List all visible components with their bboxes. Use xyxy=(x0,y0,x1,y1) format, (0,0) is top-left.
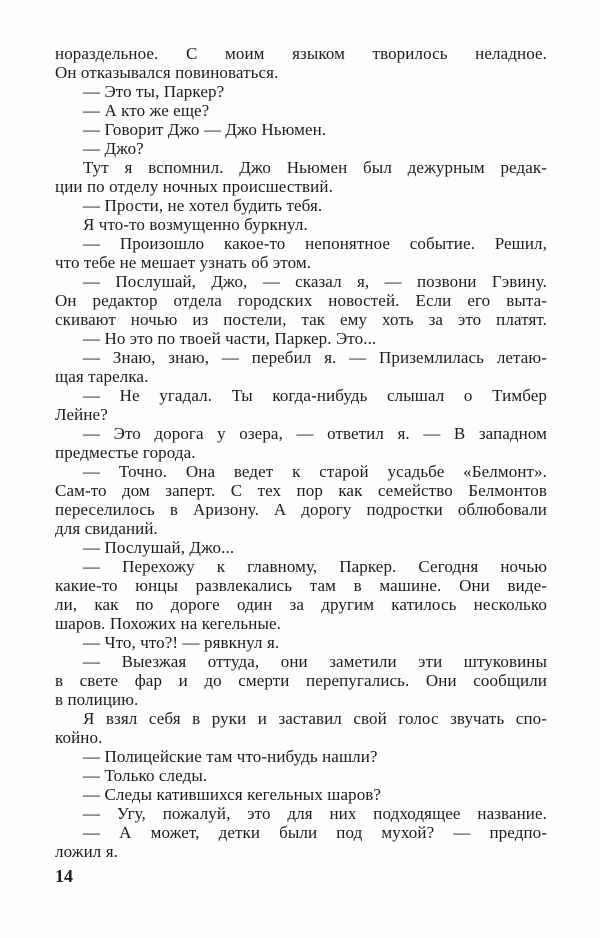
text-line: Он редактор отдела городских новостей. Если его выта- xyxy=(55,291,547,310)
text-line: — Полицейские там что-нибудь нашли? xyxy=(83,747,378,766)
text-line: — Прости, не хотел будить тебя. xyxy=(83,196,323,215)
text-line: ли, как по дороге один за другим катилось несколько xyxy=(55,595,547,614)
text-line: щая тарелка. xyxy=(55,367,149,386)
text-line: ции по отделу ночных происшествий. xyxy=(55,177,333,196)
page-text xyxy=(55,44,547,861)
text-line: нораздельное. С моим языком творилось неладное. xyxy=(55,44,547,63)
text-line: что тебе не мешает узнать об этом. xyxy=(55,253,312,272)
text-line: — Перехожу к главному, Паркер. Сегодня ночью xyxy=(83,557,547,576)
text-line: Я что-то возмущенно буркнул. xyxy=(83,215,308,234)
text-line: — Это ты, Паркер? xyxy=(83,82,225,101)
text-line: предместье города. xyxy=(55,443,196,462)
text-line: — Что, что?! — рявкнул я. xyxy=(83,633,280,652)
text-line: — А может, детки были под мухой? — предпо- xyxy=(83,823,547,842)
text-line: — Только следы. xyxy=(83,766,208,785)
text-line: — Произошло какое-то непонятное событие. Решил, xyxy=(83,234,547,253)
text-line: — Это дорога у озера, — ответил я. — В западном xyxy=(83,424,547,443)
text-line: — Следы катившихся кегельных шаров? xyxy=(83,785,382,804)
text-line: переселилось в Аризону. А дорогу подростки облюбовали xyxy=(55,500,547,519)
text-line: в свете фар и до смерти перепугались. Они сообщили xyxy=(55,671,547,690)
text-line: — Говорит Джо — Джо Ньюмен. xyxy=(83,120,327,139)
text-line: — Выезжая оттуда, они заметили эти штуковины xyxy=(83,652,547,671)
text-line: — А кто же еще? xyxy=(83,101,210,120)
text-line: — Знаю, знаю, — перебил я. — Приземлилась летаю- xyxy=(83,348,547,367)
text-line: Тут я вспомнил. Джо Ньюмен был дежурным редак- xyxy=(83,158,547,177)
text-line: — Послушай, Джо, — сказал я, — позвони Гэвину. xyxy=(83,272,547,291)
text-line: Лейне? xyxy=(55,405,108,424)
text-line: — Джо? xyxy=(83,139,144,158)
text-line: какие-то юнцы развлекались там в машине. Они виде- xyxy=(55,576,547,595)
text-line: для свиданий. xyxy=(55,519,158,538)
text-line: в полицию. xyxy=(55,690,139,709)
page-number: 14 xyxy=(55,866,73,886)
text-line: Я взял себя в руки и заставил свой голос звучать спо- xyxy=(83,709,547,728)
text-line: Сам-то дом заперт. С тех пор как семейство Белмонтов xyxy=(55,481,547,500)
text-line: шаров. Похожих на кегельные. xyxy=(55,614,281,633)
text-line: — Послушай, Джо... xyxy=(83,538,235,557)
text-line: ложил я. xyxy=(55,842,119,861)
text-line: койно. xyxy=(55,728,103,747)
text-line: Он отказывался повиноваться. xyxy=(55,63,279,82)
text-line: скивают ночью из постели, так ему хоть за это платят. xyxy=(55,310,547,329)
text-line: — Но это по твоей части, Паркер. Это... xyxy=(83,329,377,348)
text-line: — Угу, пожалуй, это для них подходящее название. xyxy=(83,804,547,823)
text-line: — Точно. Она ведет к старой усадьбе «Белмонт». xyxy=(83,462,547,481)
text-line: — Не угадал. Ты когда-нибудь слышал о Тимбер xyxy=(83,386,547,405)
